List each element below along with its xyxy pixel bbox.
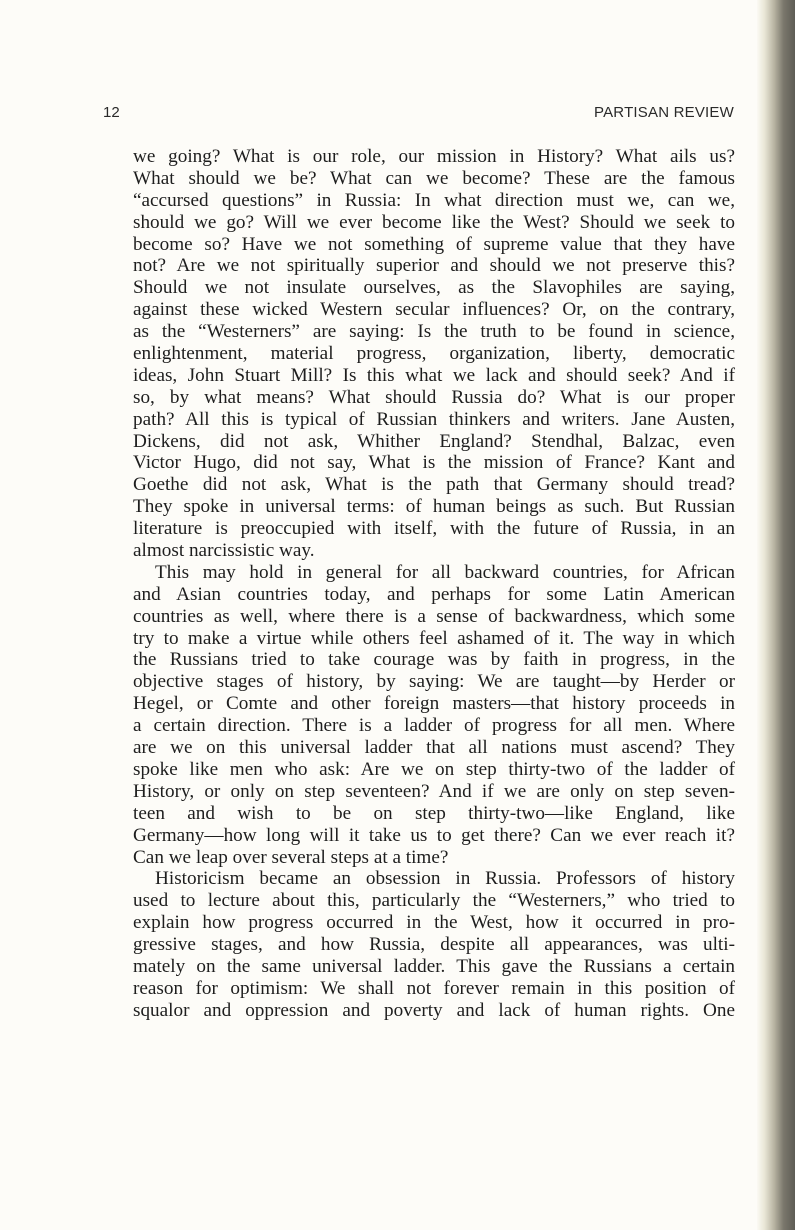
text-line: the Russians tried to take courage was by faith in progress, in the bbox=[133, 649, 735, 671]
text-line: and Asian countries today, and perhaps for some Latin American bbox=[133, 583, 735, 605]
text-line: almost narcissistic way. bbox=[133, 540, 315, 562]
text-line: This may hold in general for all backward countries, for African bbox=[155, 561, 735, 583]
text-line: are we on this universal ladder that all nations must ascend? They bbox=[133, 737, 735, 759]
text-line: try to make a virtue while others feel ashamed of it. The way in which bbox=[133, 627, 735, 649]
text-line: as the “Westerners” are saying: Is the truth to be found in science, bbox=[133, 321, 735, 343]
text-line: spoke like men who ask: Are we on step thirty-two of the ladder of bbox=[133, 758, 735, 780]
text-line: explain how progress occurred in the West, how it occurred in pro- bbox=[133, 912, 735, 934]
text-line: squalor and oppression and poverty and lack of human rights. One bbox=[133, 999, 735, 1021]
text-line: Goethe did not ask, What is the path that Germany should tread? bbox=[133, 474, 735, 496]
text-line: Hegel, or Comte and other foreign masters—that history proceeds in bbox=[133, 693, 735, 715]
text-line: used to lecture about this, particularly the “Westerners,” who tried to bbox=[133, 890, 735, 912]
text-line: gressive stages, and how Russia, despite all appearances, was ulti- bbox=[133, 934, 735, 956]
text-line: countries as well, where there is a sense of backwardness, which some bbox=[133, 605, 735, 627]
text-line: teen and wish to be on step thirty-two—like England, like bbox=[133, 802, 735, 824]
text-line: so, by what means? What should Russia do? What is our proper bbox=[133, 386, 735, 408]
running-head: PARTISAN REVIEW bbox=[594, 104, 734, 121]
text-line: literature is preoccupied with itself, with the future of Russia, in an bbox=[133, 518, 735, 540]
text-line: Germany—how long will it take us to get there? Can we ever reach it? bbox=[133, 824, 735, 846]
text-line: we going? What is our role, our mission in History? What ails us? bbox=[133, 146, 735, 167]
text-line: path? All this is typical of Russian thinkers and writers. Jane Austen, bbox=[133, 408, 735, 430]
text-line: against these wicked Western secular influences? Or, on the contrary, bbox=[133, 299, 735, 321]
text-line: “accursed questions” in Russia: In what direction must we, can we, bbox=[133, 189, 735, 211]
body-text bbox=[133, 146, 735, 1022]
text-line: reason for optimism: We shall not forever remain in this position of bbox=[133, 977, 735, 999]
text-line: become so? Have we not something of supreme value that they have bbox=[133, 233, 735, 255]
text-line: They spoke in universal terms: of human beings as such. But Russian bbox=[133, 496, 735, 518]
text-line: should we go? Will we ever become like the West? Should we seek to bbox=[133, 211, 735, 233]
text-line: mately on the same universal ladder. This gave the Russians a certain bbox=[133, 955, 735, 977]
page-number: 12 bbox=[103, 104, 120, 121]
text-line: What should we be? What can we become? These are the famous bbox=[133, 167, 735, 189]
text-line: not? Are we not spiritually superior and should we not preserve this? bbox=[133, 255, 735, 277]
text-line: objective stages of history, by saying: We are taught—by Herder or bbox=[133, 671, 735, 693]
text-line: Can we leap over several steps at a time? bbox=[133, 846, 449, 868]
page-edge-shadow bbox=[757, 0, 795, 1230]
text-line: enlightenment, material progress, organization, liberty, democratic bbox=[133, 343, 735, 365]
text-line: Historicism became an obsession in Russia. Professors of history bbox=[155, 868, 735, 890]
text-line: Victor Hugo, did not say, What is the mission of France? Kant and bbox=[133, 452, 735, 474]
text-line: Dickens, did not ask, Whither England? Stendhal, Balzac, even bbox=[133, 430, 735, 452]
text-line: History, or only on step seventeen? And if we are only on step seven- bbox=[133, 780, 735, 802]
text-line: ideas, John Stuart Mill? Is this what we lack and should seek? And if bbox=[133, 364, 735, 386]
text-line: Should we not insulate ourselves, as the Slavophiles are saying, bbox=[133, 277, 735, 299]
text-line: a certain direction. There is a ladder of progress for all men. Where bbox=[133, 715, 735, 737]
